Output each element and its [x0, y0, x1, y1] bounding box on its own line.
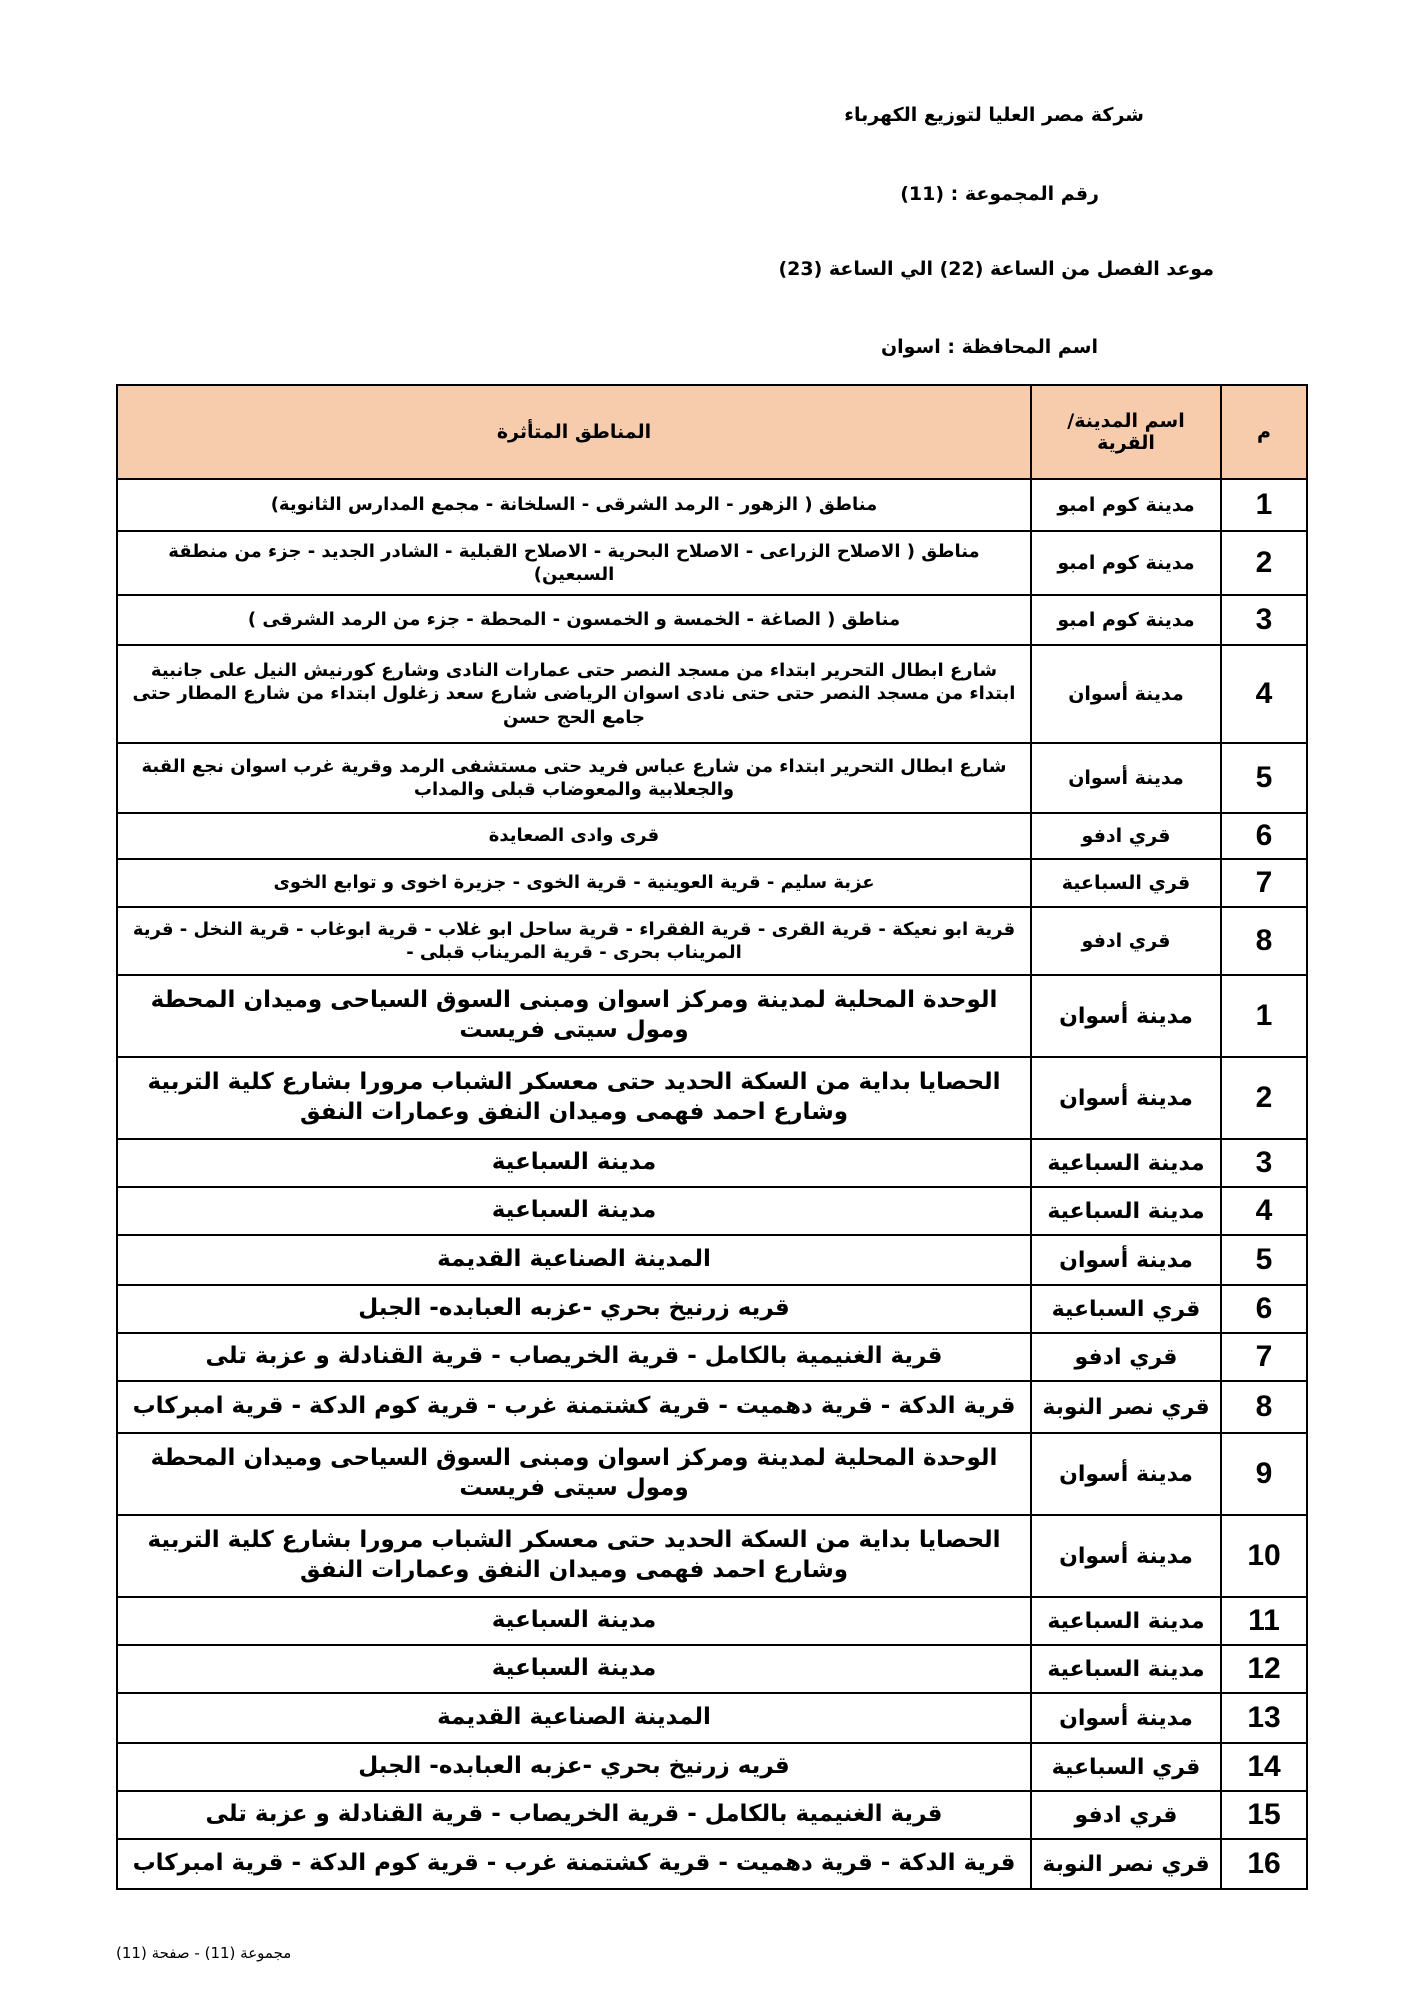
table-row — [117, 1187, 1307, 1235]
row-areas: مدينة السباعية — [117, 1187, 1031, 1235]
row-number: 3 — [1221, 1139, 1307, 1187]
row-areas: مدينة السباعية — [117, 1139, 1031, 1187]
row-areas: عزبة سليم - قرية العوينية - قرية الخوى - جزيرة اخوى و توابع الخوى — [117, 859, 1031, 907]
table-row — [117, 1645, 1307, 1693]
row-areas: قرى وادى الصعايدة — [117, 813, 1031, 859]
table-row — [117, 813, 1307, 859]
row-number: 11 — [1221, 1597, 1307, 1645]
table-row — [117, 1381, 1307, 1433]
table-row — [117, 531, 1307, 595]
row-areas: المدينة الصناعية القديمة — [117, 1235, 1031, 1285]
row-number: 5 — [1221, 743, 1307, 813]
table-row — [117, 1515, 1307, 1597]
row-city: مدينة السباعية — [1031, 1597, 1221, 1645]
row-number: 8 — [1221, 907, 1307, 975]
row-city: قري نصر النوبة — [1031, 1839, 1221, 1889]
row-number: 13 — [1221, 1693, 1307, 1743]
row-city: مدينة أسوان — [1031, 1433, 1221, 1515]
row-city: مدينة السباعية — [1031, 1139, 1221, 1187]
table-header-row — [117, 385, 1307, 479]
row-city: مدينة أسوان — [1031, 1515, 1221, 1597]
company-name: شركة مصر العليا لتوزيع الكهرباء — [844, 104, 1144, 126]
row-areas: قرية ابو نعيكة - قرية القرى - قرية الفقراء - قرية ساحل ابو غلاب - قرية ابوغاب - قرية النخل - قرية المريناب بحرى - قرية المريناب قبلى - — [117, 907, 1031, 975]
header-city: اسم المدينة/ القرية — [1031, 385, 1221, 479]
group-number: رقم المجموعة : (11) — [900, 183, 1099, 205]
row-city: قري نصر النوبة — [1031, 1381, 1221, 1433]
row-number: 2 — [1221, 1057, 1307, 1139]
row-areas: الحصايا بداية من السكة الحديد حتى معسكر الشباب مرورا بشارع كلية التربية وشارع احمد فهمى وميدان النفق وعمارات النفق — [117, 1515, 1031, 1597]
row-city: مدينة أسوان — [1031, 743, 1221, 813]
row-number: 8 — [1221, 1381, 1307, 1433]
cutoff-time: موعد الفصل من الساعة (22) الي الساعة (23) — [778, 258, 1214, 280]
table-row — [117, 859, 1307, 907]
row-city: مدينة كوم امبو — [1031, 595, 1221, 645]
row-number: 5 — [1221, 1235, 1307, 1285]
header-number: م — [1221, 385, 1307, 479]
row-number: 6 — [1221, 1285, 1307, 1333]
row-areas: الوحدة المحلية لمدينة ومركز اسوان ومبنى السوق السياحى وميدان المحطة ومول سيتى فريست — [117, 975, 1031, 1057]
row-city: مدينة أسوان — [1031, 645, 1221, 743]
row-number: 4 — [1221, 645, 1307, 743]
row-city: مدينة أسوان — [1031, 975, 1221, 1057]
table-row — [117, 1235, 1307, 1285]
row-areas: مدينة السباعية — [117, 1645, 1031, 1693]
row-number: 9 — [1221, 1433, 1307, 1515]
row-number: 1 — [1221, 479, 1307, 531]
table-row — [117, 645, 1307, 743]
row-areas: قريه زرنيخ بحري -عزبه العبابده- الجبل — [117, 1285, 1031, 1333]
row-city: قري ادفو — [1031, 1791, 1221, 1839]
row-areas: المدينة الصناعية القديمة — [117, 1693, 1031, 1743]
row-areas: شارع ابطال التحرير ابتداء من شارع عباس فريد حتى مستشفى الرمد وقرية غرب اسوان نجع القبة والجعلابية والمعوضاب قبلى والمداب — [117, 743, 1031, 813]
row-city: قري السباعية — [1031, 1743, 1221, 1791]
row-city: مدينة أسوان — [1031, 1693, 1221, 1743]
row-number: 16 — [1221, 1839, 1307, 1889]
table-row — [117, 975, 1307, 1057]
row-city: قري ادفو — [1031, 813, 1221, 859]
row-areas: شارع ابطال التحرير ابتداء من مسجد النصر حتى عمارات النادى وشارع كورنيش النيل على جانبية ابتداء من مسجد النصر حتى حتى نادى اسوان الرياضى شارع سعد زغلول ابتداء من شارع المطار حتى جامع الحج حسن — [117, 645, 1031, 743]
row-areas: مناطق ( الزهور - الرمد الشرقى - السلخانة - مجمع المدارس الثانوية) — [117, 479, 1031, 531]
row-number: 7 — [1221, 859, 1307, 907]
row-number: 6 — [1221, 813, 1307, 859]
schedule-body — [117, 479, 1307, 1889]
table-row — [117, 1839, 1307, 1889]
row-number: 12 — [1221, 1645, 1307, 1693]
row-number: 4 — [1221, 1187, 1307, 1235]
row-areas: قريه زرنيخ بحري -عزبه العبابده- الجبل — [117, 1743, 1031, 1791]
row-areas: مدينة السباعية — [117, 1597, 1031, 1645]
row-number: 3 — [1221, 595, 1307, 645]
table-row — [117, 1139, 1307, 1187]
row-areas: قرية الغنيمية بالكامل - قرية الخريصاب - قرية القنادلة و عزبة تلى — [117, 1333, 1031, 1381]
table-row — [117, 743, 1307, 813]
table-row — [117, 1285, 1307, 1333]
row-city: مدينة السباعية — [1031, 1187, 1221, 1235]
row-areas: الحصايا بداية من السكة الحديد حتى معسكر الشباب مرورا بشارع كلية التربية وشارع احمد فهمى وميدان النفق وعمارات النفق — [117, 1057, 1031, 1139]
header-areas: المناطق المتأثرة — [117, 385, 1031, 479]
row-areas: مناطق ( الاصلاح الزراعى - الاصلاح البحرية - الاصلاح القبلية - الشادر الجديد - جزء من منطقة السبعين) — [117, 531, 1031, 595]
table-row — [117, 1057, 1307, 1139]
row-city: مدينة كوم امبو — [1031, 531, 1221, 595]
table-row — [117, 1597, 1307, 1645]
row-city: قري ادفو — [1031, 1333, 1221, 1381]
row-city: مدينة أسوان — [1031, 1057, 1221, 1139]
row-city: قري السباعية — [1031, 859, 1221, 907]
row-number: 15 — [1221, 1791, 1307, 1839]
row-city: قري ادفو — [1031, 907, 1221, 975]
table-row — [117, 907, 1307, 975]
row-areas: مناطق ( الصاغة - الخمسة و الخمسون - المحطة - جزء من الرمد الشرقى ) — [117, 595, 1031, 645]
row-areas: الوحدة المحلية لمدينة ومركز اسوان ومبنى السوق السياحى وميدان المحطة ومول سيتى فريست — [117, 1433, 1031, 1515]
governorate-name: اسم المحافظة : اسوان — [880, 336, 1098, 358]
row-number: 1 — [1221, 975, 1307, 1057]
row-city: مدينة أسوان — [1031, 1235, 1221, 1285]
row-city: قري السباعية — [1031, 1285, 1221, 1333]
row-city: مدينة السباعية — [1031, 1645, 1221, 1693]
row-number: 2 — [1221, 531, 1307, 595]
row-areas: قرية الدكة - قرية دهميت - قرية كشتمنة غرب - قرية كوم الدكة - قرية امبركاب — [117, 1839, 1031, 1889]
row-number: 10 — [1221, 1515, 1307, 1597]
table-row — [117, 1791, 1307, 1839]
row-number: 7 — [1221, 1333, 1307, 1381]
page-footer: مجموعة (11) - صفحة (11) — [116, 1944, 292, 1962]
table-row — [117, 595, 1307, 645]
table-row — [117, 1333, 1307, 1381]
schedule-table — [116, 384, 1308, 1890]
row-areas: قرية الدكة - قرية دهميت - قرية كشتمنة غرب - قرية كوم الدكة - قرية امبركاب — [117, 1381, 1031, 1433]
row-city: مدينة كوم امبو — [1031, 479, 1221, 531]
row-number: 14 — [1221, 1743, 1307, 1791]
row-areas: قرية الغنيمية بالكامل - قرية الخريصاب - قرية القنادلة و عزبة تلى — [117, 1791, 1031, 1839]
table-row — [117, 1433, 1307, 1515]
table-row — [117, 1693, 1307, 1743]
table-row — [117, 479, 1307, 531]
table-row — [117, 1743, 1307, 1791]
